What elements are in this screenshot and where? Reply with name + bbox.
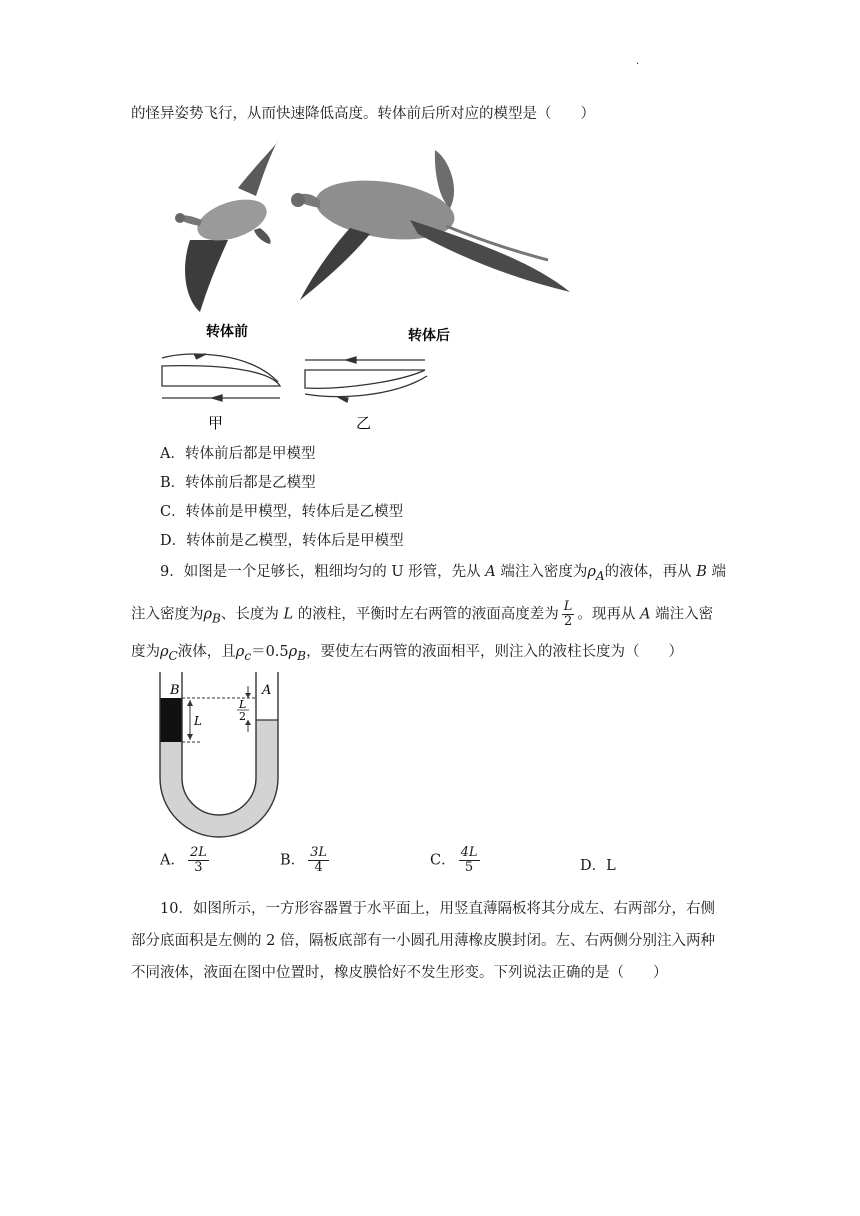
q10-line-2: 部分底面积是左侧的 2 倍，隔板底部有一小圆孔用薄橡皮膜封闭。左、右两侧分别注入两种 xyxy=(131,933,715,949)
model-b-label: 乙 xyxy=(356,414,372,432)
q8-stem-tail: 的怪异姿势飞行，从而快速降低高度。转体前后所对应的模型是（ ） xyxy=(131,106,595,122)
q9-line-2: 注入密度为$\rho_B$、长度为 L 的液柱，平衡时左右两管的液面高度差为 $\frac{L}{2}$ 。现再从 A 端注入密 xyxy=(131,599,714,629)
q10-line-3: 不同液体，液面在图中位置时，橡皮膜恰好不发生形变。下列说法正确的是（ ） xyxy=(131,965,668,981)
model-a-label: 甲 xyxy=(208,414,224,432)
caption-after: 转体后 xyxy=(408,328,450,344)
q8-option-d: D．转体前是乙模型，转体后是甲模型 xyxy=(160,533,404,549)
liquid-column-b xyxy=(160,698,182,742)
label-half-den: 2 xyxy=(239,710,246,723)
q9-u-tube-figure xyxy=(150,668,290,840)
q9-option-a: A． $\frac{2L}{3}$ xyxy=(160,845,207,875)
half-l-fraction: $\frac{L}{2}$ xyxy=(563,599,573,629)
q8-option-c: C．转体前是甲模型，转体后是乙模型 xyxy=(160,504,404,520)
q8-option-b: B．转体前后都是乙模型 xyxy=(160,475,316,491)
q9-option-b: B． $\frac{3L}{4}$ xyxy=(280,845,328,875)
q9-option-c: C． $\frac{4L}{5}$ xyxy=(430,845,478,875)
label-b: B xyxy=(170,683,180,698)
label-a: A xyxy=(262,683,272,698)
q9-line-1: 9．如图是一个足够长，粗细均匀的 U 形管，先从 A 端注入密度为$\rho_A$的液体，再从 B 端 xyxy=(160,564,727,583)
label-l: L xyxy=(194,714,202,728)
q8-option-a: A．转体前后都是甲模型 xyxy=(160,446,316,462)
q8-figure xyxy=(150,130,590,440)
header-dot: . xyxy=(636,56,640,67)
goose-before-image xyxy=(175,140,278,312)
q9-option-d: D．L xyxy=(580,858,616,874)
q9-line-3: 度为$\rho_C$液体，且$\rho_c=0.5\rho_B$，要使左右两管的液面相平，则注入的液柱长度为（ ） xyxy=(131,644,684,663)
goose-after-image xyxy=(291,150,570,300)
caption-before: 转体前 xyxy=(206,324,248,340)
q10-line-1: 10．如图所示，一方形容器置于水平面上，用竖直薄隔板将其分成左、右两部分，右侧 xyxy=(160,901,715,917)
label-half-num: L xyxy=(239,698,247,711)
airfoil-model-b xyxy=(305,357,427,402)
airfoil-model-a xyxy=(162,354,280,401)
